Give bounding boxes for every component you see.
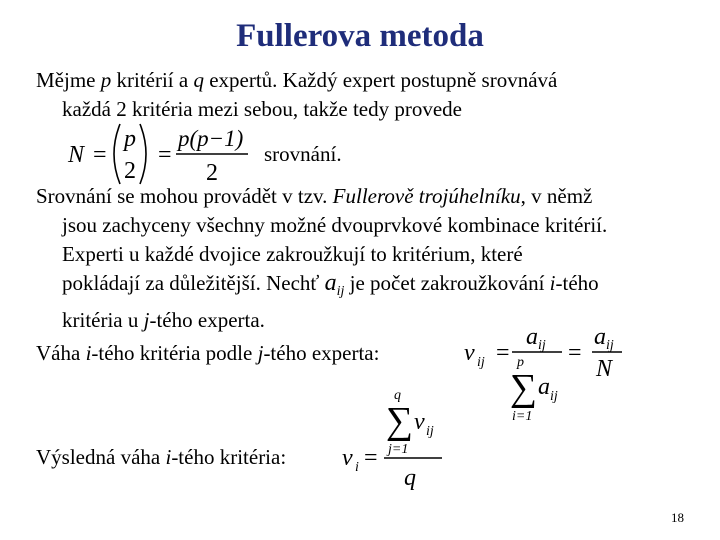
formula-n-equals-1: = — [93, 142, 107, 168]
page-number: 18 — [671, 510, 684, 525]
paragraph-2-line-5: kritéria u j-tého experta. — [62, 308, 265, 333]
formula-v-subscript: ij — [477, 355, 485, 370]
formula-vi-denominator: q — [404, 465, 416, 491]
formula-v-symbol: v — [464, 340, 475, 366]
formula-vi-subscript: i — [355, 460, 359, 475]
paragraph-4: Výsledná váha i-tého kritéria: — [36, 445, 287, 469]
formula-v-ij — [458, 318, 628, 428]
formula-n-combinations — [60, 118, 270, 188]
formula-v-sum-a: a — [538, 374, 550, 400]
binomial-top: p — [124, 126, 136, 152]
page-title: Fullerova metoda — [236, 18, 484, 54]
formula-vi-sum-upper: q — [394, 388, 401, 403]
formula-v-right-numerator-subscript: ij — [606, 338, 614, 353]
binomial-left-paren — [114, 124, 120, 184]
formula-v-equals-2: = — [568, 340, 582, 366]
formula-n-symbol: N — [68, 142, 85, 168]
binomial-right-paren — [140, 124, 146, 184]
paragraph-2-line-4: pokládají za důležitější. Nechť $a_{ij}$ je počet zakroužkování i-tého — [62, 270, 599, 300]
formula-v-numerator-subscript: ij — [538, 338, 546, 353]
formula-vi-equals: = — [364, 445, 378, 471]
formula-n-equals-2: = — [158, 142, 172, 168]
paragraph-1-line-1: Mějme p kritérií a q expertů. Každý expert postupně srovnává — [36, 68, 558, 92]
formula-v-sum-lower: i=1 — [512, 409, 533, 424]
formula-v-numerator-a: a — [526, 324, 538, 350]
fraction-denominator: 2 — [206, 160, 218, 186]
fraction-numerator: p(p−1) — [178, 126, 244, 151]
formula-v-right-numerator-a: a — [594, 324, 606, 350]
paragraph-2-line-1: Srovnání se mohou provádět v tzv. Fullerově trojúhelníku, v němž — [36, 184, 593, 208]
paragraph-2 — [36, 182, 607, 335]
formula-v-sum-upper: p — [517, 355, 524, 370]
formula-v-i — [338, 385, 448, 495]
formula-v-sum-subscript: ij — [550, 389, 558, 404]
binomial-bottom: 2 — [124, 158, 136, 184]
paragraph-1 — [36, 66, 557, 124]
formula-vi-symbol: v — [342, 445, 353, 471]
paragraph-3: Váha i-tého kritéria podle j-tého experta: — [36, 341, 380, 365]
formula-vi-sum-lower: j=1 — [388, 442, 409, 457]
formula-vi-sum-symbol: ∑ — [386, 400, 414, 442]
paragraph-2-line-2: jsou zachyceny všechny možné dvouprvkové kombinace kritérií. — [62, 213, 608, 237]
formula-vi-sum-v: v — [414, 409, 425, 435]
paragraph-1-line-2: každá 2 kritéria mezi sebou, takže tedy provede — [62, 97, 462, 121]
paragraph-2-line-3: Experti u každé dvojice zakroužkují to kritérium, které — [62, 242, 523, 266]
formula-v-right-denominator: N — [596, 356, 613, 382]
formula-v-equals-1: = — [496, 340, 510, 366]
formula-n-after-text: srovnání. — [264, 142, 342, 166]
formula-v-sum-symbol: ∑ — [510, 367, 538, 409]
formula-vi-sum-subscript: ij — [426, 424, 434, 439]
